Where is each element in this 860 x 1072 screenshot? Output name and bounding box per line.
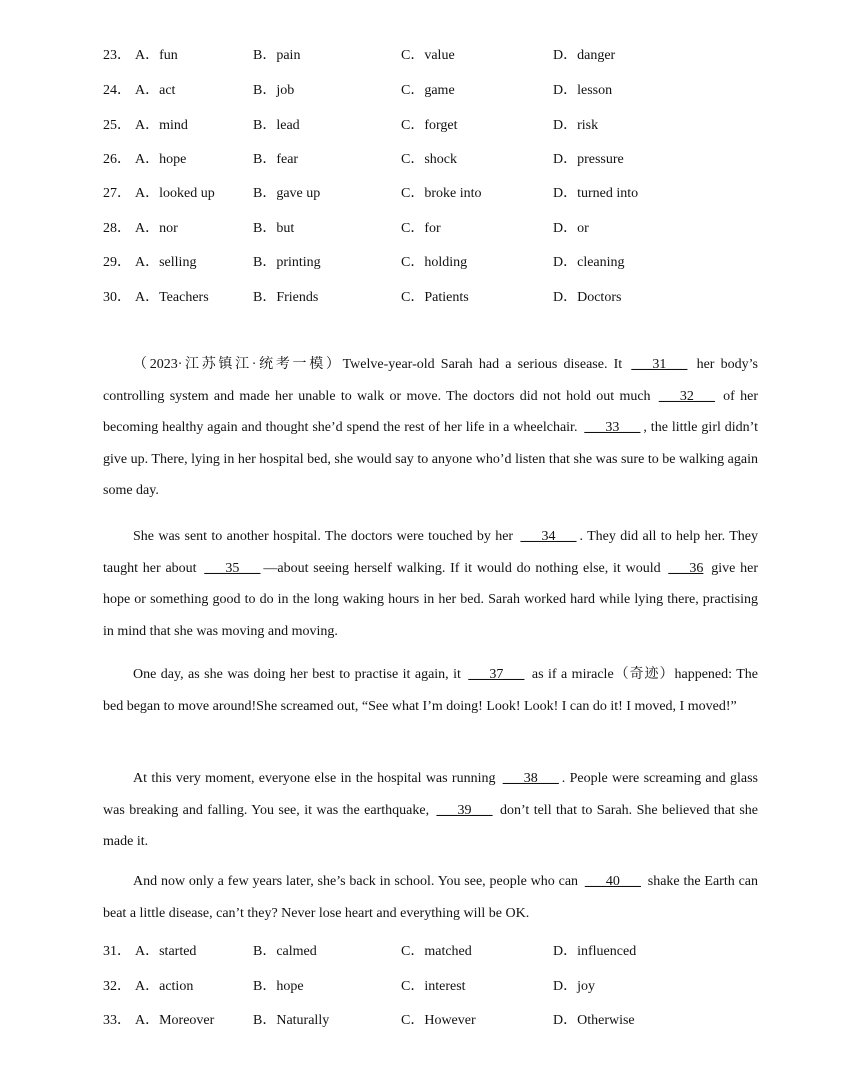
passage-paragraph-3: One day, as she was doing her best to practise it again, it ___37___ as if a miracle（奇迹）happened: The bed began to move around!She screamed out, “See what I’m doing! Look! Look! I can do it! I moved, I moved!” [103, 667, 758, 714]
passage-paragraph-5: And now only a few years later, she’s back in school. You see, people who can ___40___ shake the Earth can beat a little disease, can’t they? Never lose heart and everything will be OK. [103, 874, 758, 921]
option-a: A．Teachers [135, 290, 209, 305]
option-c: C．matched [401, 944, 472, 959]
question-number: 30． [103, 290, 131, 305]
option-a: A．fun [135, 48, 178, 63]
option-c: C．Patients [401, 290, 469, 305]
blank-37: ___37___ [468, 667, 525, 682]
option-b: B．gave up [253, 186, 321, 201]
question-number: 33． [103, 1013, 131, 1028]
passage-paragraph-4: At this very moment, everyone else in the hospital was running ___38___ . People were screaming and glass was breaking and falling. You see, it was the earthquake, ___39___ don’t tell that to Sarah. She believed that she made it. [103, 771, 758, 849]
option-d: D．lesson [553, 83, 613, 98]
blank-31: ___31___ [631, 357, 688, 372]
option-a: A．Moreover [135, 1013, 215, 1028]
option-a: A．action [135, 979, 194, 994]
option-b: B．hope [253, 979, 304, 994]
option-a: A．nor [135, 221, 178, 236]
blank-38: ___38___ [502, 771, 559, 786]
blank-39: ___39___ [436, 802, 493, 818]
question-number: 32． [103, 979, 131, 994]
option-b: B．Naturally [253, 1013, 330, 1028]
option-a: A．hope [135, 152, 187, 167]
question-number: 28． [103, 221, 131, 236]
question-number: 29． [103, 255, 131, 270]
option-d: D．risk [553, 118, 599, 133]
option-d: D．influenced [553, 944, 637, 959]
option-c: C．for [401, 221, 441, 236]
option-b: B．pain [253, 48, 301, 63]
option-b: B．calmed [253, 944, 317, 959]
option-d: D．pressure [553, 152, 624, 167]
option-c: C．However [401, 1013, 476, 1028]
blank-34: ___34___ [520, 529, 577, 544]
option-c: C．value [401, 48, 455, 63]
option-b: B．but [253, 221, 295, 236]
option-b: B．Friends [253, 290, 319, 305]
option-b: B．lead [253, 118, 300, 133]
option-a: A．started [135, 944, 197, 959]
question-number: 25． [103, 118, 131, 133]
option-c: C．interest [401, 979, 466, 994]
blank-35: ___35___ [204, 560, 261, 576]
question-number: 27． [103, 186, 131, 201]
option-c: C．broke into [401, 186, 482, 201]
option-b: B．fear [253, 152, 299, 167]
passage-paragraph-2: She was sent to another hospital. The doctors were touched by her ___34___ . They did all to help her. They taught her about ___35___ —about seeing herself walking. If it would do nothing else, it would ___36 give her hope or something good to do in the long waking hours in her bed. Sarah worked hard while lying there, practising in mind that she was moving and moving. [103, 529, 758, 639]
option-d: D．danger [553, 48, 616, 63]
option-b: B．printing [253, 255, 321, 270]
blank-32: ___32___ [658, 388, 715, 404]
option-a: A．selling [135, 255, 197, 270]
passage-paragraph-1: （2023·江苏镇江·统考一模）Twelve-year-old Sarah had a serious disease. It ___31___ her body’s controlling system and made her unable to walk or move. The doctors did not hold out much ___32___ of her becoming healthy again and thought she’d spend the rest of her life in a wheelchair. ___33___ , the little girl didn’t give up. There, lying in her hospital bed, she would say to anyone who’d listen that she was sure to be walking again some day. [103, 357, 758, 498]
option-a: A．looked up [135, 186, 215, 201]
question-number: 23． [103, 48, 131, 63]
source-label: （2023·江苏镇江·统考一模） [133, 357, 343, 372]
question-number: 31． [103, 944, 131, 959]
blank-33: ___33___ [584, 420, 641, 435]
option-a: A．act [135, 83, 176, 98]
option-d: D．Otherwise [553, 1013, 635, 1028]
option-c: C．forget [401, 118, 458, 133]
option-d: D．or [553, 221, 589, 236]
option-c: C．shock [401, 152, 457, 167]
option-d: D．turned into [553, 186, 639, 201]
option-c: C．holding [401, 255, 468, 270]
question-number: 24． [103, 83, 131, 98]
option-d: D．Doctors [553, 290, 622, 305]
blank-36: ___36 [668, 560, 704, 576]
option-b: B．job [253, 83, 295, 98]
option-c: C．game [401, 83, 455, 98]
blank-40: ___40___ [584, 874, 641, 889]
option-d: D．cleaning [553, 255, 625, 270]
question-number: 26． [103, 152, 131, 167]
option-d: D．joy [553, 979, 595, 994]
option-a: A．mind [135, 118, 188, 133]
